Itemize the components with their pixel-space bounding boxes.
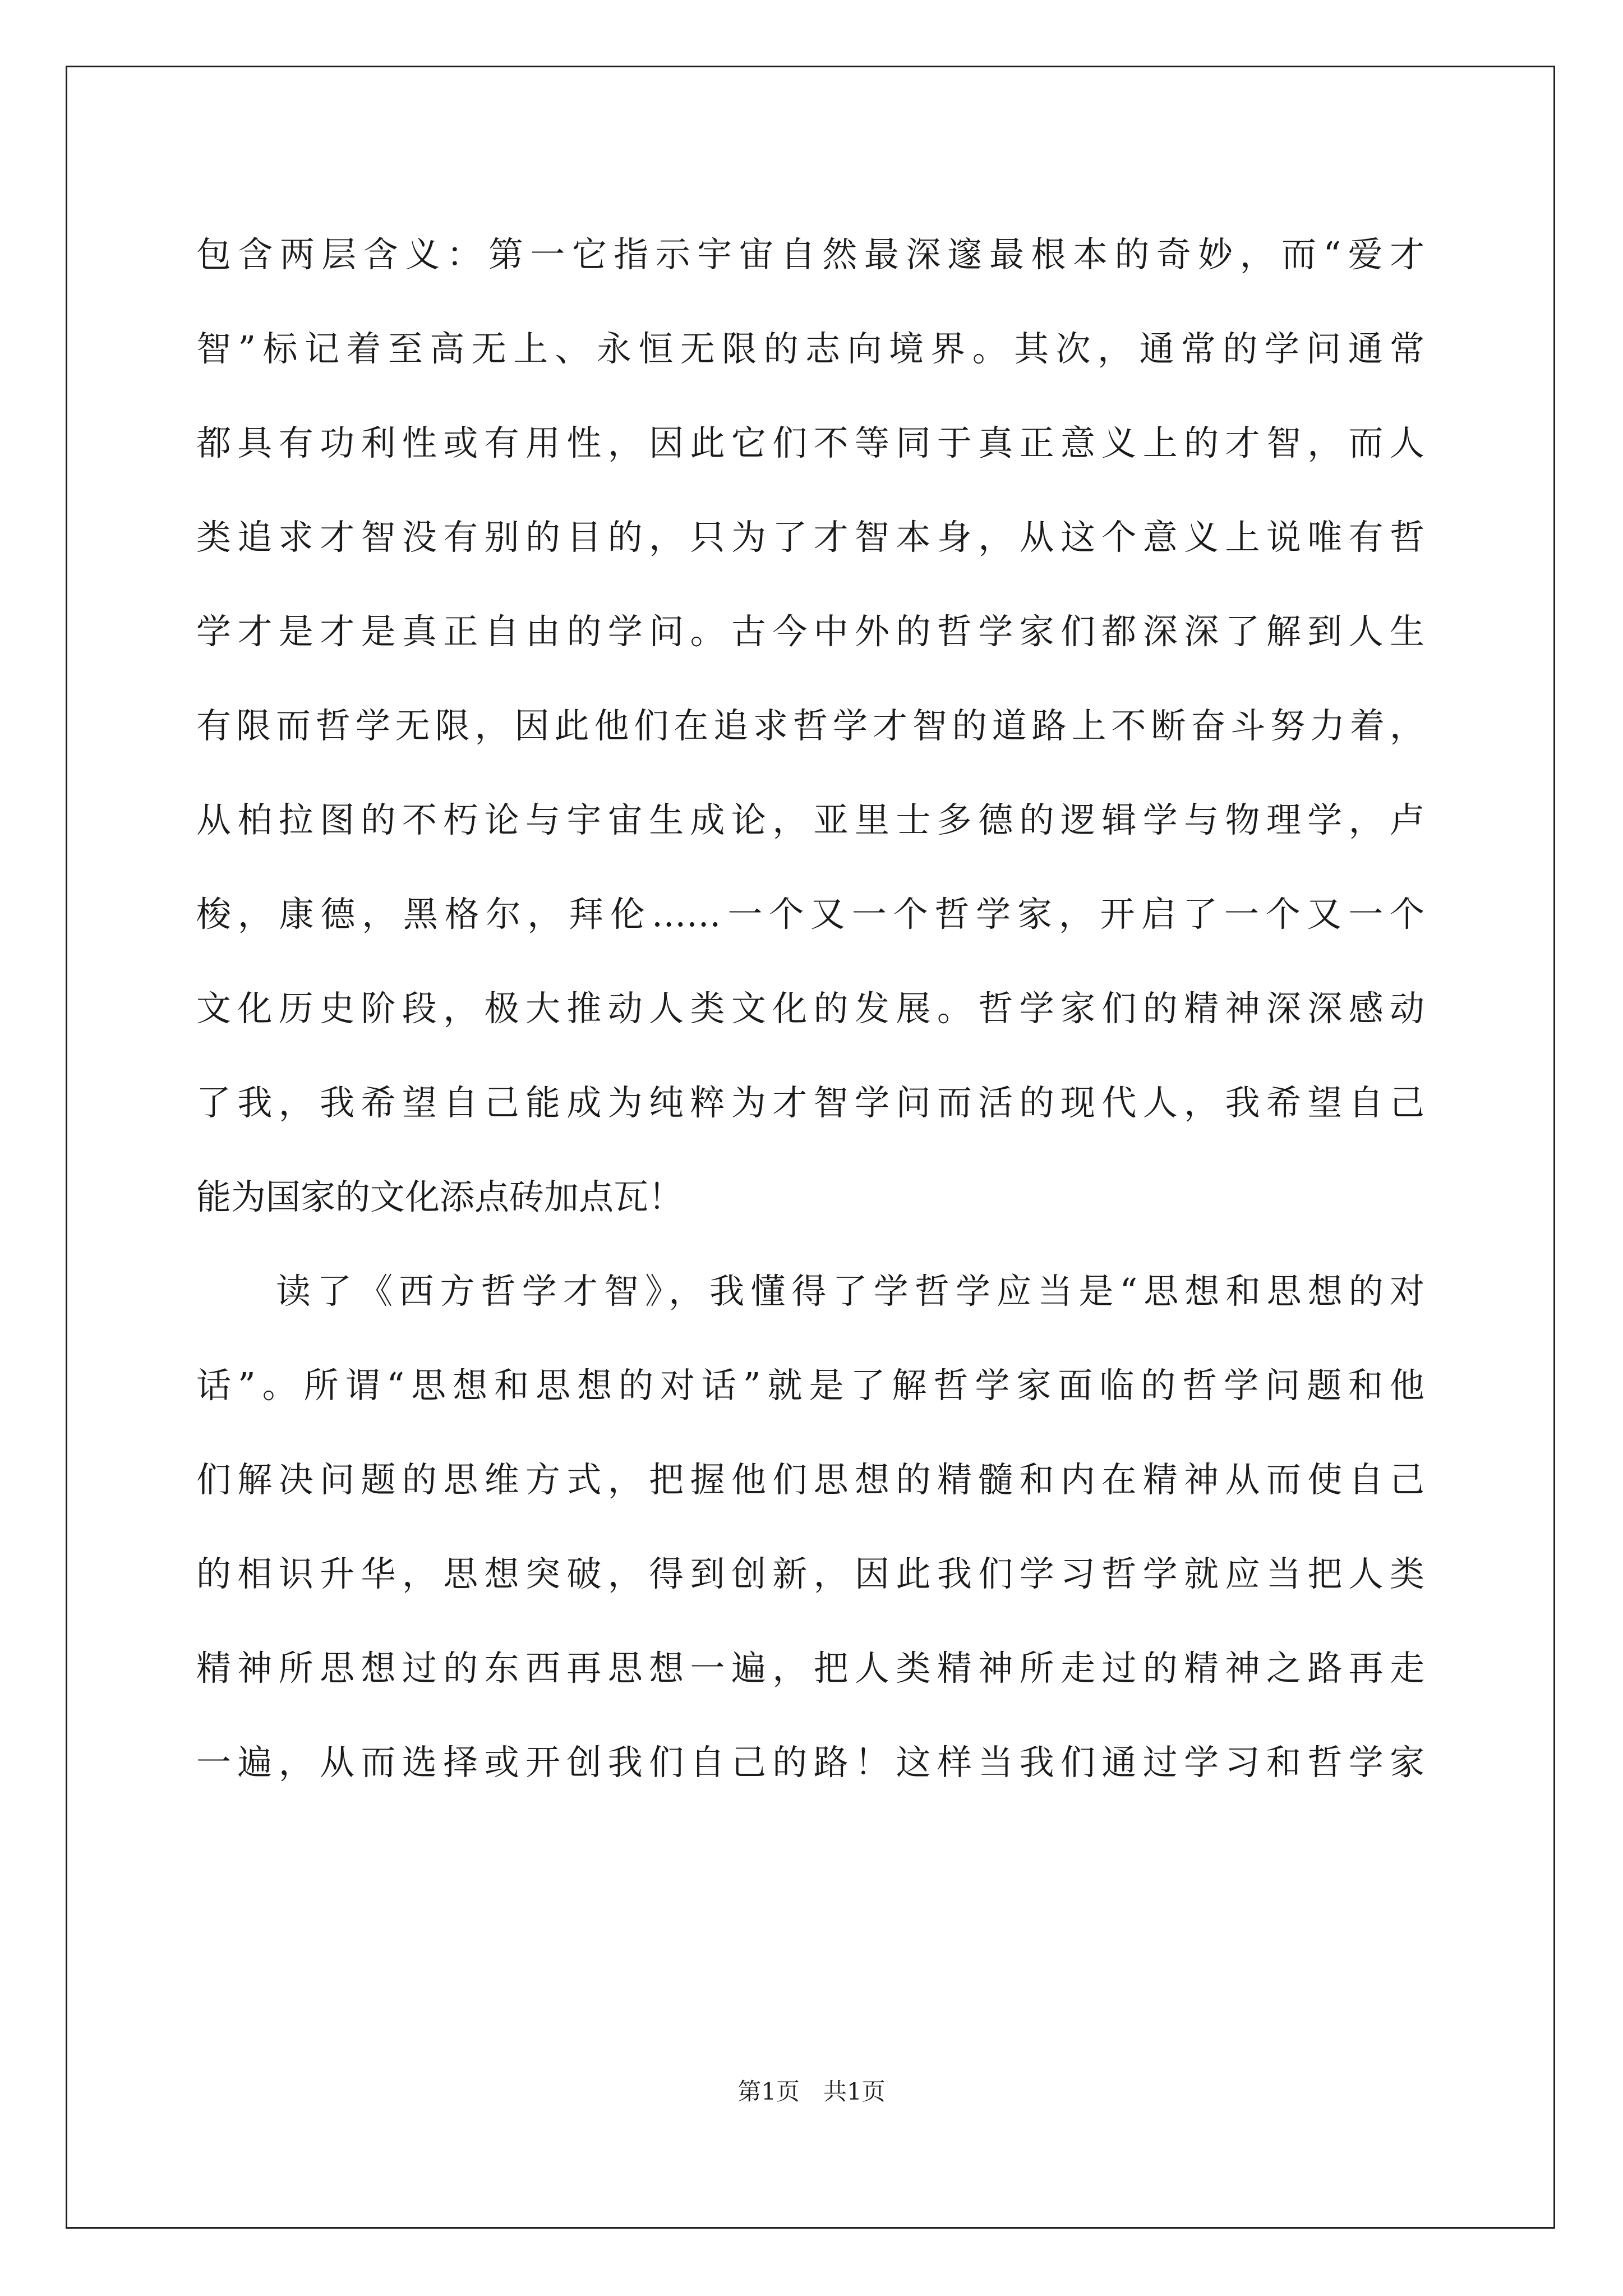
text-line: 一遍，从而选择或开创我们自己的路！这样当我们通过学习和哲学家 [196,1742,1424,1783]
text-line: 有限而哲学无限，因此他们在追求哲学才智的道路上不断奋斗努力着， [196,705,1424,746]
text-line: 精神所思想过的东西再思想一遍，把人类精神所走过的精神之路再走 [196,1648,1424,1688]
document-body [196,208,1424,1810]
text-line: 文化历史阶段，极大推动人类文化的发展。哲学家们的精神深深感动 [196,988,1424,1029]
text-line: 类追求才智没有别的目的，只为了才智本身，从这个意义上说唯有哲 [196,517,1424,558]
text-line: 了我，我希望自己能成为纯粹为才智学问而活的现代人，我希望自己 [196,1082,1424,1123]
text-line: 包含两层含义：第一它指示宇宙自然最深邃最根本的奇妙，而“爱才 [196,234,1424,275]
text-line: 智”标记着至高无上、永恒无限的志向境界。其次，通常的学问通常 [196,328,1424,369]
text-line: 话”。所谓“思想和思想的对话”就是了解哲学家面临的哲学问题和他 [196,1365,1424,1406]
text-line: 都具有功利性或有用性，因此它们不等同于真正意义上的才智，而人 [196,422,1424,463]
text-line: 学才是才是真正自由的学问。古今中外的哲学家们都深深了解到人生 [196,611,1424,652]
page-number: 第1页 共1页 [737,2078,886,2105]
text-line: 们解决问题的思维方式，把握他们思想的精髓和内在精神从而使自己 [196,1459,1424,1500]
text-line: 的相识升华，思想突破，得到创新，因此我们学习哲学就应当把人类 [196,1553,1424,1594]
paragraph-start-line: 读了《西方哲学才智》，我懂得了学哲学应当是“思想和思想的对 [276,1271,1424,1312]
paragraph-end-line: 能为国家的文化添点砖加点瓦！ [196,1176,684,1217]
text-line: 梭，康德，黑格尔，拜伦……一个又一个哲学家，开启了一个又一个 [196,894,1424,935]
text-line: 从柏拉图的不朽论与宇宙生成论，亚里士多德的逻辑学与物理学，卢 [196,799,1424,840]
